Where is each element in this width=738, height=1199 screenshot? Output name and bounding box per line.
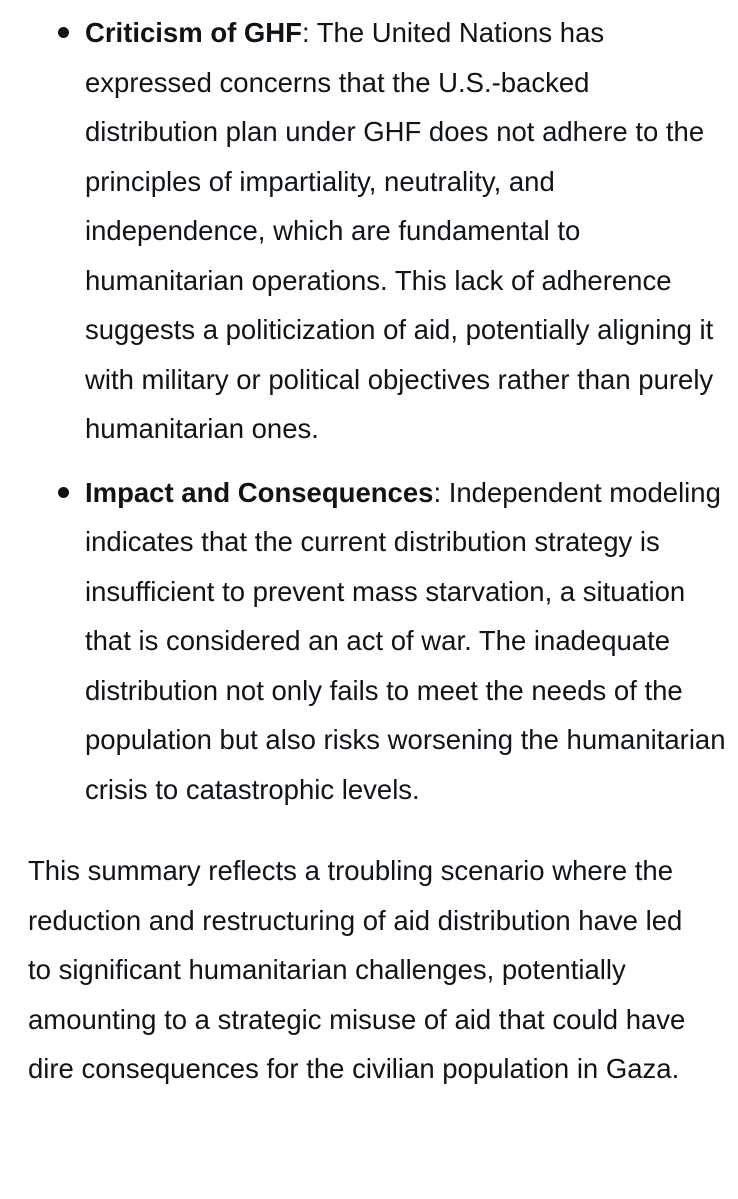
bullet-text: Independent modeling indicates that the current distribution strategy is insufficient to prevent mass starvation, a situation that is considered an act of war. The inadequate distribution not only fails to meet the needs of the population but also risks worsening the humanitarian crisis to catastrophic levels. <box>85 476 726 805</box>
bullet-dot-icon <box>58 27 69 38</box>
bullet-separator: : <box>301 17 310 48</box>
bullet-item-criticism-of-ghf <box>28 8 728 454</box>
bullet-item-impact-and-consequences <box>28 468 728 815</box>
bullet-text: The United Nations has expressed concerns that the U.S.-backed distribution plan under GHF does not adhere to the principles of impartiality, neutrality, and independence, which are fundamental to humanitarian operations. This lack of adherence suggests a politicization of aid, potentially aligning it with military or political objectives rather than purely humanitarian ones. <box>85 17 714 444</box>
bullet-title: Criticism of GHF <box>85 17 302 48</box>
bullet-list <box>28 8 738 814</box>
bullet-dot-icon <box>58 487 69 498</box>
summary-paragraph: This summary reflects a troubling scenario where the reduction and restructuring of aid distribution have led to significant humanitarian challenges, potentially amounting to a strategic misuse of aid that could have dire consequences for the civilian population in Gaza. <box>28 855 686 1084</box>
bullet-title: Impact and Consequences <box>85 476 434 508</box>
bullet-separator: : <box>433 476 442 508</box>
